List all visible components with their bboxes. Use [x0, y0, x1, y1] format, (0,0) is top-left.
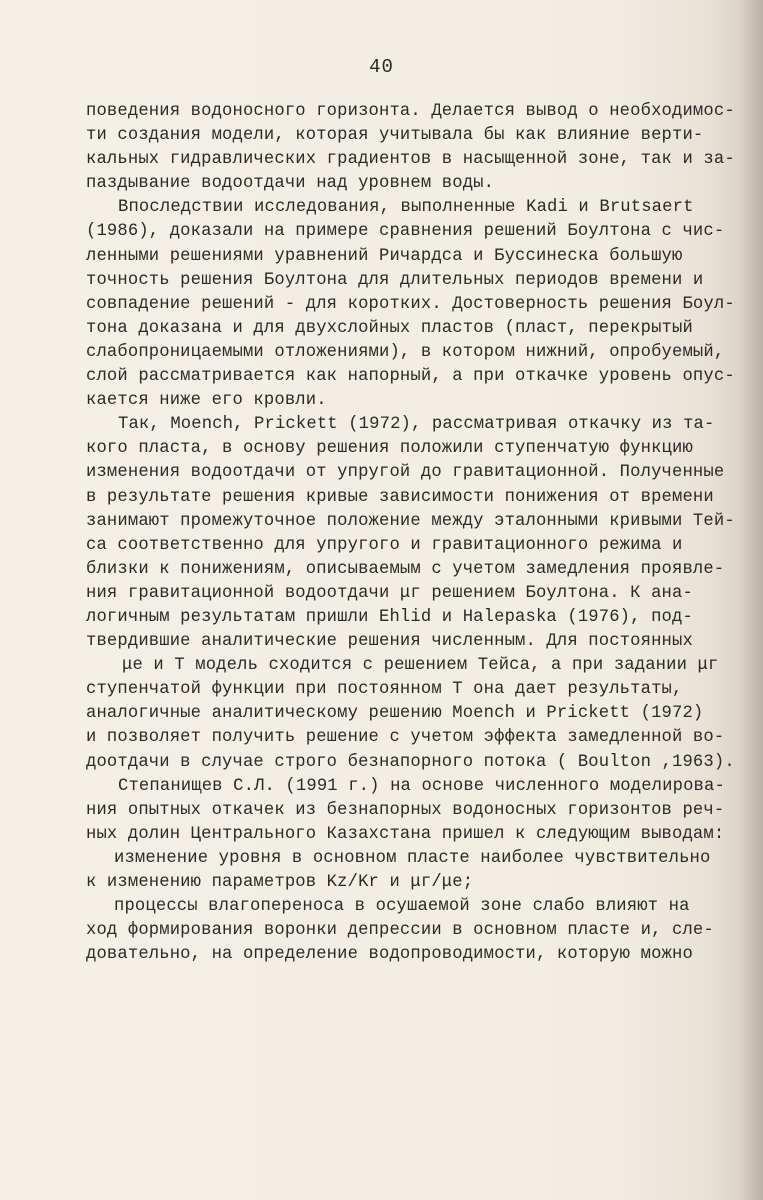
text-line: Степанищев С.Л. (1991 г.) на основе численного моделирова-	[118, 776, 725, 796]
text-line: ступенчатой функции при постоянном T она дает результаты,	[86, 680, 683, 700]
text-line: к изменению параметров Kz/Kr и μг/μe;	[86, 873, 474, 892]
text-line: ных долин Центрального Казахстана пришел к следующим выводам:	[86, 824, 725, 844]
text-line: μe и T модель сходится с решением Тейса, а при задании μг	[122, 656, 719, 676]
text-line: доотдачи в случае строго безнапорного потока ( Boulton ,1963).	[86, 752, 735, 772]
text-line: са соответственно для упругого и гравитационного режима и	[86, 535, 683, 555]
text-line: ленными решениями уравнений Ричардса и Буссинеска большую	[86, 246, 683, 266]
text-line: довательно, на определение водопроводимости, которую можно	[86, 945, 693, 965]
text-line: в результате решения кривые зависимости понижения от времени	[86, 487, 714, 507]
text-line: кальных гидравлических градиентов в насыщенной зоне, так и за-	[86, 150, 735, 170]
text-line: близки к понижениям, описываемым с учетом замедления проявле-	[86, 559, 725, 579]
text-line: ния опытных откачек из безнапорных водоносных горизонтов реч-	[86, 800, 725, 820]
text-line: Так, Moench, Prickett (1972), рассматривая откачку из та-	[118, 415, 715, 435]
text-line: ти создания модели, которая учитывала бы как влияние верти-	[86, 126, 704, 146]
body-text	[86, 100, 735, 967]
text-line: кается ниже его кровли.	[86, 391, 327, 411]
text-line: Впоследствии исследования, выполненные Kadi и Brutsaert	[118, 198, 694, 218]
text-line: паздывание водоотдачи над уровнем воды.	[86, 174, 495, 194]
text-line: совпадение решений - для коротких. Достоверность решения Боул-	[86, 294, 735, 314]
text-line: изменение уровня в основном пласте наиболее чувствительно	[114, 848, 711, 868]
text-line: изменения водоотдачи от упругой до гравитационной. Полученные	[86, 463, 725, 483]
text-line: процессы влагопереноса в осушаемой зоне слабо влияют на	[114, 897, 690, 917]
text-line: точность решения Боултона для длительных периодов времени и	[86, 270, 704, 290]
page-edge-shadow	[741, 0, 763, 1200]
text-line: логичным результатам пришли Ehlid и Halepaska (1976), под-	[86, 607, 693, 627]
page-number: 40	[369, 56, 394, 78]
text-line: тона доказана и для двухслойных пластов (пласт, перекрытый	[86, 318, 693, 338]
text-line: кого пласта, в основу решения положили ступенчатую функцию	[86, 439, 693, 459]
text-line: (1986), доказали на примере сравнения решений Боултона с чис-	[86, 222, 725, 242]
text-line: занимают промежуточное положение между эталонными кривыми Тей-	[86, 511, 735, 531]
text-line: ния гравитационной водоотдачи μг решением Боултона. К ана-	[86, 583, 693, 603]
text-line: ход формирования воронки депрессии в основном пласте и, сле-	[86, 921, 714, 941]
text-line: и позволяет получить решение с учетом эффекта замедленной во-	[86, 728, 725, 748]
text-line: поведения водоносного горизонта. Делается вывод о необходимос-	[86, 102, 735, 121]
text-line: аналогичные аналитическому решению Moench и Prickett (1972)	[86, 704, 704, 724]
text-line: слой рассматривается как напорный, а при откачке уровень опус-	[86, 367, 735, 387]
text-line: твердившие аналитические решения численным. Для постоянных	[86, 632, 693, 652]
text-line: слабопроницаемыми отложениями), в котором нижний, опробуемый,	[86, 342, 725, 362]
